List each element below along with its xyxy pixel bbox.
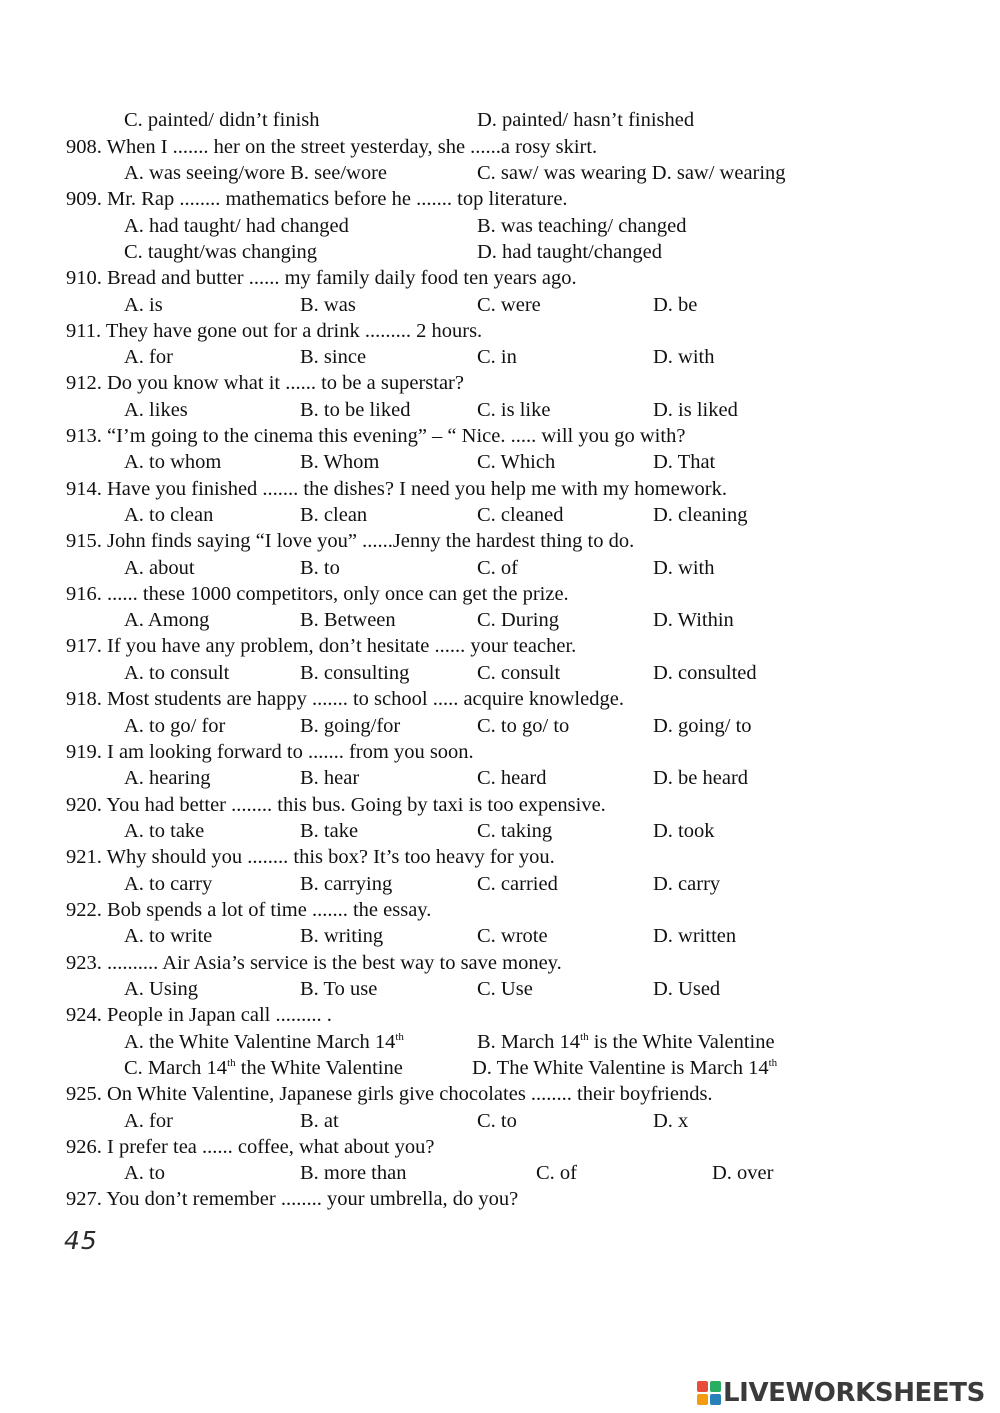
question-stem: 909. Mr. Rap ........ mathematics before he ....... top literature. <box>66 188 568 210</box>
option-b[interactable]: B. carrying <box>300 873 393 895</box>
question-stem: 910. Bread and butter ...... my family daily food ten years ago. <box>66 267 577 289</box>
question-stem: 914. Have you finished ....... the dishes? I need you help me with my homework. <box>66 478 727 500</box>
logo-grid-icon <box>697 1381 721 1405</box>
option-d[interactable]: D. painted/ hasn’t finished <box>477 109 695 131</box>
option-d[interactable]: D. Used <box>653 978 721 1000</box>
option-a-b[interactable]: A. was seeing/wore B. see/wore <box>124 162 388 184</box>
option-d[interactable]: D. took <box>653 820 715 842</box>
logo-square-blue <box>710 1394 721 1405</box>
option-c[interactable]: C. heard <box>477 767 547 789</box>
page-number: 45 <box>64 1226 98 1255</box>
question-stem: 915. John finds saying “I love you” ......Jenny the hardest thing to do. <box>66 530 635 552</box>
option-b[interactable]: B. to be liked <box>300 399 411 421</box>
option-b[interactable]: B. Between <box>300 609 396 631</box>
option-a[interactable]: A. is <box>124 294 163 316</box>
option-c[interactable]: C. of <box>477 557 518 579</box>
option-a[interactable]: A. to carry <box>124 873 213 895</box>
option-c[interactable]: C. taught/was changing <box>124 241 318 263</box>
option-b[interactable]: B. clean <box>300 504 368 526</box>
option-b[interactable]: B. to <box>300 557 340 579</box>
option-c-tail: the White Valentine <box>235 1057 403 1079</box>
option-c-d[interactable]: C. saw/ was wearing D. saw/ wearing <box>477 162 786 184</box>
option-a[interactable]: A. to whom <box>124 451 222 473</box>
option-d[interactable]: D. had taught/changed <box>477 241 663 263</box>
question-stem: 920. You had better ........ this bus. Going by taxi is too expensive. <box>66 794 606 816</box>
option-d-text: D. The White Valentine is March 14 <box>472 1057 769 1079</box>
option-d[interactable]: D. x <box>653 1110 689 1132</box>
option-b[interactable]: B. take <box>300 820 359 842</box>
option-d[interactable]: D. Within <box>653 609 734 631</box>
option-c[interactable]: C. wrote <box>477 925 548 947</box>
option-c[interactable]: C. consult <box>477 662 561 684</box>
option-c[interactable]: C. to <box>477 1110 517 1132</box>
option-c[interactable]: C. in <box>477 346 517 368</box>
question-stem: 916. ...... these 1000 competitors, only once can get the prize. <box>66 583 569 605</box>
question-stem: 908. When I ....... her on the street yesterday, she ......a rosy skirt. <box>66 136 598 158</box>
ordinal-suffix: th <box>395 1031 404 1043</box>
option-d[interactable]: D. cleaning <box>653 504 748 526</box>
option-b[interactable]: B. consulting <box>300 662 410 684</box>
option-b[interactable]: B. To use <box>300 978 378 1000</box>
ordinal-suffix: th <box>768 1057 778 1069</box>
option-a[interactable]: A. to consult <box>124 662 230 684</box>
option-a[interactable]: A. to <box>124 1162 165 1184</box>
option-d[interactable]: D. written <box>653 925 737 947</box>
option-d[interactable] <box>472 1055 777 1081</box>
question-stem: 911. They have gone out for a drink ......... 2 hours. <box>66 320 483 342</box>
question-stem: 912. Do you know what it ...... to be a superstar? <box>66 372 464 394</box>
question-stem: 923. .......... Air Asia’s service is the best way to save money. <box>66 952 562 974</box>
option-b-text: B. March 14 <box>477 1031 581 1053</box>
liveworksheets-logo[interactable] <box>697 1376 985 1410</box>
option-a[interactable]: A. to write <box>124 925 213 947</box>
option-b[interactable]: B. Whom <box>300 451 380 473</box>
option-c[interactable]: C. cleaned <box>477 504 564 526</box>
option-c[interactable]: C. Which <box>477 451 556 473</box>
option-c-text: C. March 14 <box>124 1057 228 1079</box>
option-c[interactable]: C. carried <box>477 873 558 895</box>
option-d[interactable]: D. That <box>653 451 716 473</box>
option-b[interactable]: B. more than <box>300 1162 407 1184</box>
option-a[interactable]: A. Using <box>124 978 199 1000</box>
logo-square-green <box>710 1381 721 1392</box>
option-d[interactable]: D. with <box>653 346 715 368</box>
question-stem: 921. Why should you ........ this box? It’s too heavy for you. <box>66 846 555 868</box>
option-a[interactable]: A. for <box>124 1110 173 1132</box>
option-a-text: A. the White Valentine March 14 <box>124 1031 396 1053</box>
option-c[interactable]: C. to go/ to <box>477 715 570 737</box>
question-stem: 919. I am looking forward to ....... from you soon. <box>66 741 474 763</box>
option-a[interactable] <box>124 1029 404 1055</box>
option-c[interactable]: C. of <box>536 1162 577 1184</box>
option-a[interactable]: A. hearing <box>124 767 211 789</box>
option-c[interactable]: C. taking <box>477 820 553 842</box>
question-stem: 922. Bob spends a lot of time ....... the essay. <box>66 899 432 921</box>
option-a[interactable]: A. about <box>124 557 195 579</box>
question-stem: 927. You don’t remember ........ your umbrella, do you? <box>66 1188 519 1210</box>
option-c[interactable]: C. During <box>477 609 559 631</box>
option-d[interactable]: D. over <box>712 1162 774 1184</box>
option-d[interactable]: D. with <box>653 557 715 579</box>
option-b[interactable]: B. hear <box>300 767 360 789</box>
option-a[interactable]: A. to go/ for <box>124 715 226 737</box>
option-a[interactable]: A. had taught/ had changed <box>124 215 349 237</box>
option-b[interactable]: B. going/for <box>300 715 401 737</box>
option-d[interactable]: D. be heard <box>653 767 749 789</box>
option-b[interactable] <box>477 1029 775 1055</box>
option-b[interactable]: B. was teaching/ changed <box>477 215 687 237</box>
question-stem: 924. People in Japan call ......... . <box>66 1004 332 1026</box>
option-d[interactable]: D. be <box>653 294 698 316</box>
option-b[interactable]: B. at <box>300 1110 339 1132</box>
question-stem: 913. “I’m going to the cinema this evening” – “ Nice. ..... will you go with? <box>66 425 686 447</box>
logo-square-orange <box>697 1394 708 1405</box>
question-stem: 926. I prefer tea ...... coffee, what about you? <box>66 1136 435 1158</box>
option-c[interactable]: C. were <box>477 294 541 316</box>
option-b[interactable]: B. was <box>300 294 356 316</box>
option-d[interactable]: D. carry <box>653 873 721 895</box>
logo-square-red <box>697 1381 708 1392</box>
option-d[interactable]: D. consulted <box>653 662 757 684</box>
option-b[interactable]: B. writing <box>300 925 384 947</box>
option-d[interactable]: D. is liked <box>653 399 738 421</box>
option-a[interactable]: A. likes <box>124 399 188 421</box>
option-b[interactable]: B. since <box>300 346 367 368</box>
option-c[interactable] <box>124 1055 403 1081</box>
question-stem: 918. Most students are happy ....... to school ..... acquire knowledge. <box>66 688 624 710</box>
option-c[interactable]: C. is like <box>477 399 551 421</box>
option-d[interactable]: D. going/ to <box>653 715 752 737</box>
option-b-tail: is the White Valentine <box>588 1031 775 1053</box>
option-a[interactable]: A. to take <box>124 820 205 842</box>
question-stem: 925. On White Valentine, Japanese girls give chocolates ........ their boyfriends. <box>66 1083 713 1105</box>
ordinal-suffix: th <box>580 1031 589 1043</box>
option-c[interactable]: C. painted/ didn’t finish <box>124 109 320 131</box>
option-a[interactable]: A. Among <box>124 609 210 631</box>
brand-name: LIVEWORKSHEETS <box>723 1378 985 1408</box>
question-stem: 917. If you have any problem, don’t hesitate ...... your teacher. <box>66 635 577 657</box>
option-a[interactable]: A. for <box>124 346 173 368</box>
option-c[interactable]: C. Use <box>477 978 533 1000</box>
ordinal-suffix: th <box>227 1057 236 1069</box>
option-a[interactable]: A. to clean <box>124 504 214 526</box>
